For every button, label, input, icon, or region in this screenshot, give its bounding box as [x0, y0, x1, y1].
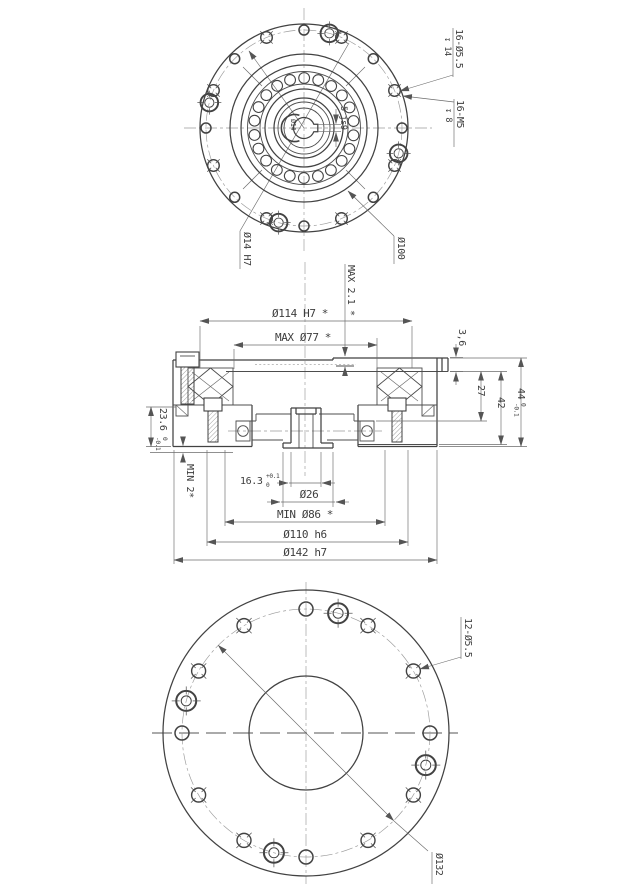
height-44-tol-upper: 0: [519, 403, 527, 407]
bearing-ball: [261, 155, 272, 166]
depth-236-tol-lower: -0.1: [154, 437, 161, 451]
dim-hub-width: [240, 452, 335, 489]
max-cup-label: MAX Ø77 *: [274, 331, 332, 344]
bearing-ball: [284, 171, 295, 182]
holes-label: 12-Ø5.5: [462, 618, 473, 658]
through-hole: [368, 54, 378, 64]
bolt-head: [388, 398, 406, 411]
min-86-label: MIN Ø86 *: [276, 508, 334, 521]
pin-hole-inner: [205, 98, 214, 107]
section-view: [146, 262, 527, 564]
bearing-ball: [285, 75, 296, 86]
dim-depth-236: [146, 407, 176, 451]
section-body: [173, 352, 448, 448]
bearing-ball: [336, 155, 347, 166]
height-44-label: 44: [515, 388, 526, 400]
through-hole: [368, 192, 378, 202]
plate-thickness-label: 3,6: [456, 329, 467, 346]
bore-fit-label: Ø14 H7: [241, 232, 252, 266]
dim-height-42: [439, 372, 507, 445]
bearing-ball: [253, 143, 264, 154]
bolt-circle-label: Ø132: [433, 853, 444, 876]
max-step-label: MAX 2.1 *: [345, 265, 356, 316]
bearing-ball: [336, 90, 347, 101]
leader-16-d55: [400, 28, 465, 91]
bolt-shank: [392, 411, 402, 442]
bearing-ball: [344, 144, 355, 155]
bolt-holes-depth: ↧ 14: [442, 37, 452, 56]
height-27-label: 27: [475, 385, 486, 397]
depth-236-tol-upper: 0: [161, 437, 168, 441]
depth-236-label: 23.6: [157, 408, 168, 431]
leader-12-d55: [420, 617, 474, 669]
dim-max-cup: [234, 331, 377, 369]
bearing-ball: [348, 130, 359, 141]
bolt-shank: [181, 367, 194, 404]
fit-110-label: Ø110 h6: [283, 528, 327, 541]
dim-fit-142: [174, 450, 437, 564]
fit-142-label: Ø142 h7: [283, 546, 327, 559]
min-clearance-label: MIN 2*: [184, 464, 195, 498]
dim-plate-thickness: [450, 329, 467, 385]
bearing-ball: [261, 90, 272, 101]
height-44-tol-lower: -0.1: [512, 403, 520, 417]
hub-width-tol-upper: +0.1: [266, 473, 280, 480]
leader-16-m5: [403, 96, 465, 147]
tapped-holes-depth: ↧ 8: [443, 108, 453, 123]
leader-bore-fit: [240, 231, 253, 269]
bore-26-label: Ø26: [299, 488, 319, 501]
through-hole: [230, 192, 240, 202]
bearing-ball: [249, 130, 260, 141]
dim-min-clearance: [150, 440, 233, 498]
bearing-ball: [313, 171, 324, 182]
bearing-ball: [326, 81, 337, 92]
bearing-ball: [271, 165, 282, 176]
bottom-view: [152, 582, 474, 884]
bearing-ball: [313, 75, 324, 86]
dim-key-width: [318, 106, 348, 147]
dim-bolt-circle-132: [218, 645, 445, 884]
tapped-holes-label: 16-M5: [454, 100, 465, 129]
flange-fit-label: Ø114 H7 *: [271, 307, 329, 320]
top-view: [184, 8, 465, 269]
bearing-ball: [348, 116, 359, 127]
hub-width-label: 16.3: [240, 476, 263, 487]
bearing-ball: [253, 102, 264, 113]
height-42-label: 42: [495, 397, 506, 409]
bearing-ball: [272, 80, 283, 91]
bolt-shank: [208, 411, 218, 442]
pilot-diameter-label: Ø100: [395, 237, 406, 260]
bolt-head: [176, 352, 199, 367]
bolt-head: [204, 398, 222, 411]
bore-tiny-label: Ø14: [289, 119, 297, 131]
bolt-holes-label: 16-Ø5.5: [453, 29, 464, 69]
bearing-ball: [249, 115, 260, 126]
key-width-label: 5 js9: [338, 106, 348, 130]
hub-width-tol-lower: 0: [266, 482, 270, 489]
bearing-ball: [325, 165, 336, 176]
